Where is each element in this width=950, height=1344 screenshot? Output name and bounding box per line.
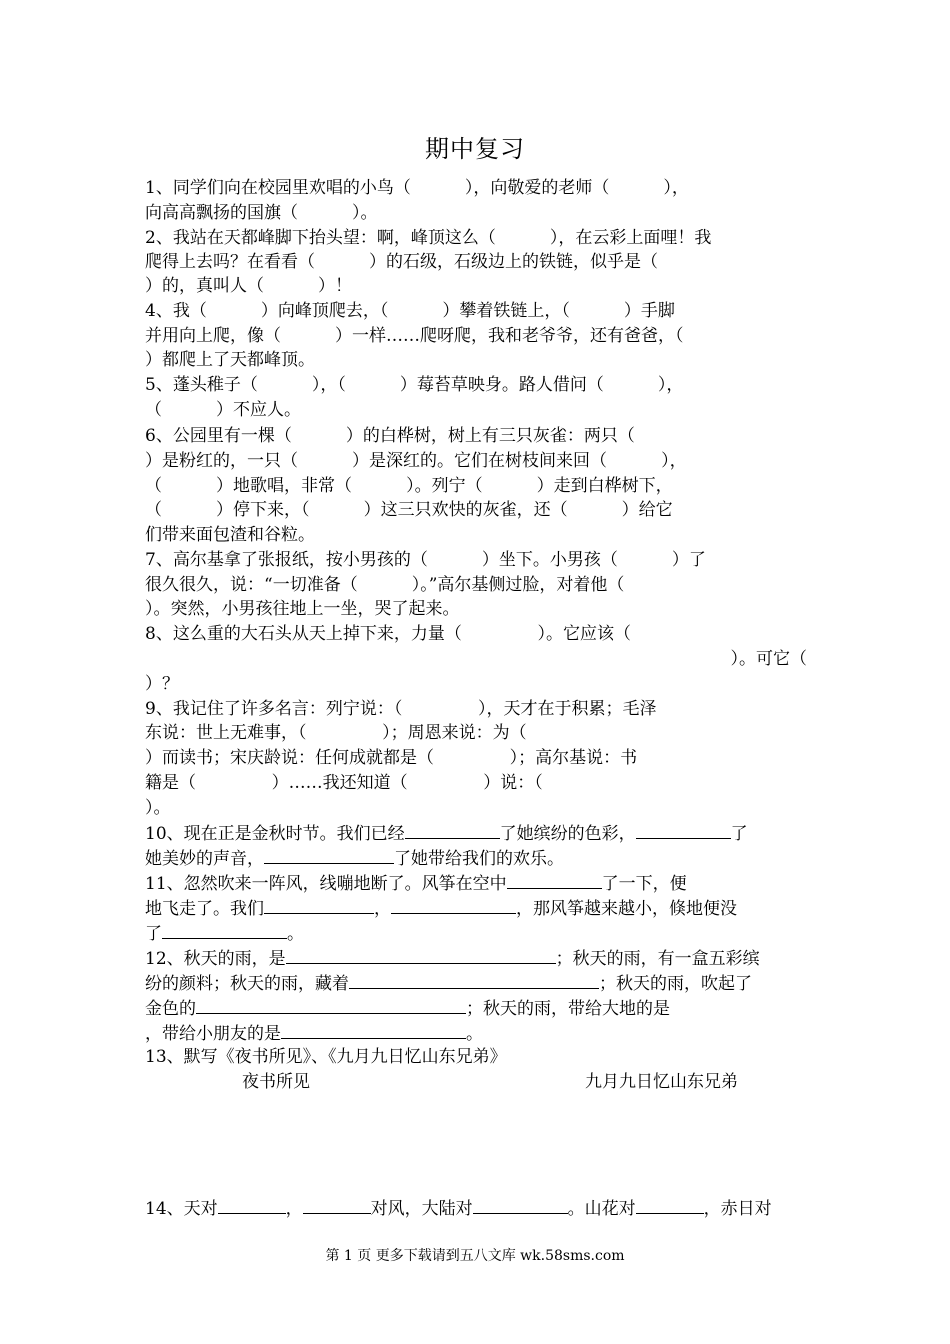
text-line: 1、同学们向在校园里欢唱的小鸟（ ），向敬爱的老师（ ），	[145, 178, 689, 198]
q12-text: ，带给小朋友的是	[145, 1024, 281, 1044]
answer-blank[interactable]	[264, 845, 394, 864]
text-line: ）是粉红的，一只（ ）是深红的。它们在树枝间来回（ ），	[145, 451, 687, 471]
poem-title-left: 夜书所见	[242, 1072, 310, 1092]
text-line: 2、我站在天都峰脚下抬头望：啊，峰顶这么（ ），在云彩上面哩！我	[145, 228, 712, 248]
answer-blank[interactable]	[303, 1195, 371, 1214]
answer-blank[interactable]	[636, 820, 731, 839]
text-line: ）。可它（	[730, 649, 807, 669]
q12-text: ；秋天的雨，有一盒五彩缤	[555, 949, 760, 969]
text-line: ）的，真叫人（ ）！	[145, 276, 353, 296]
answer-blank[interactable]	[281, 1020, 466, 1039]
question-12-line-3	[145, 995, 807, 1021]
answer-blank[interactable]	[507, 870, 602, 889]
q11-text: ，	[374, 899, 391, 919]
text-line: 4、我（ ）向峰顶爬去，（ ）攀着铁链上，（ ）手脚	[145, 301, 675, 321]
q14-text: 。山花对	[567, 1199, 636, 1219]
q12-text: ；秋天的雨，带给大地的是	[466, 999, 670, 1019]
q12-text: 。	[466, 1024, 483, 1044]
text-line: 们带来面包渣和谷粒。	[145, 525, 315, 545]
q10-text: 了她缤纷的色彩，	[499, 824, 636, 844]
question-11-line-1	[145, 870, 807, 896]
q14-text: ，赤日对	[703, 1199, 772, 1219]
answer-blank[interactable]	[391, 895, 516, 914]
text-line: ）而读书；宋庆龄说：任何成就都是（ ）；高尔基说：书	[145, 748, 638, 768]
text-line: ）。突然，小男孩往地上一坐，哭了起来。	[145, 599, 460, 619]
q12-text: 金色的	[145, 999, 196, 1019]
question-11-line-3	[145, 920, 807, 946]
answer-blank[interactable]	[473, 1195, 568, 1214]
question-13-prompt: 13、默写《夜书所见》、《九月九日忆山东兄弟》	[145, 1047, 507, 1067]
q12-text: 12、秋天的雨，是	[145, 949, 286, 969]
question-11-line-2	[145, 895, 807, 921]
q10-text: 10、现在正是金秋时节。我们已经	[145, 824, 405, 844]
q14-text: ，	[285, 1199, 303, 1219]
answer-blank[interactable]	[636, 1195, 704, 1214]
text-line: 并用向上爬，像（ ）一样……爬呀爬，我和老爷爷，还有爸爸，（	[145, 326, 684, 346]
text-line: 7、高尔基拿了张报纸，按小男孩的（ ）坐下。小男孩（ ）了	[145, 550, 706, 570]
question-12-line-4	[145, 1020, 807, 1046]
q12-text: ；秋天的雨，吹起了	[599, 974, 752, 994]
q11-text: 。	[287, 924, 304, 944]
q12-text: 纷的颜料；秋天的雨，藏着	[145, 974, 349, 994]
q11-text: 了一下，便	[601, 874, 687, 894]
text-line: ）？	[145, 674, 179, 694]
question-12-line-2	[145, 970, 807, 996]
text-line: 9、我记住了许多名言：列宁说：（ ），天才在于积累；毛泽	[145, 699, 657, 719]
answer-blank[interactable]	[162, 920, 287, 939]
text-line: ）都爬上了天都峰顶。	[145, 350, 315, 370]
text-line: 8、这么重的大石头从天上掉下来，力量（ ）。它应该（	[145, 624, 631, 644]
q14-text: 对风，大陆对	[370, 1199, 473, 1219]
text-line: （ ）不应人。	[145, 400, 302, 420]
q11-text: 了	[145, 924, 162, 944]
text-line: （ ）地歌唱，非常（ ）。列宁（ ）走到白桦树下，	[145, 476, 673, 496]
text-line: 6、公园里有一棵（ ）的白桦树，树上有三只灰雀：两只（	[145, 426, 635, 446]
poem-title-right: 九月九日忆山东兄弟	[585, 1072, 738, 1092]
page-title: 期中复习	[425, 135, 525, 163]
text-line: 很久很久，说：“一切准备（ ）。”高尔基侧过脸，对着他（	[145, 575, 625, 595]
answer-blank[interactable]	[218, 1195, 286, 1214]
text-line: 向高高飘扬的国旗（ ）。	[145, 203, 378, 223]
question-10-line-1	[145, 820, 807, 846]
q10-text: 了	[730, 824, 748, 844]
text-line: ）。	[145, 798, 171, 818]
question-10-line-2	[145, 845, 807, 871]
q10-text: 她美妙的声音，	[145, 849, 264, 869]
q14-text: 14、天对	[145, 1199, 218, 1219]
answer-blank[interactable]	[264, 895, 374, 914]
answer-blank[interactable]	[286, 945, 556, 964]
q10-text: 了她带给我们的欢乐。	[394, 849, 564, 869]
text-line: （ ）停下来，（ ）这三只欢快的灰雀，还（ ）给它	[145, 500, 673, 520]
page-footer: 第 1 页 更多下载请到五八文库 wk.58sms.com	[325, 1248, 625, 1264]
answer-blank[interactable]	[405, 820, 500, 839]
q11-text: 11、忽然吹来一阵风，线嘣地断了。风筝在空中	[145, 874, 507, 894]
question-14-line-1	[145, 1195, 807, 1221]
text-line: 5、蓬头稚子（ ），（ ）莓苔草映身。路人借问（ ），	[145, 375, 684, 395]
q11-text: 地飞走了。我们	[145, 899, 264, 919]
question-12-line-1	[145, 945, 807, 971]
text-line: 爬得上去吗？在看看（ ）的石级，石级边上的铁链，似乎是（	[145, 252, 659, 272]
text-line: 东说：世上无难事，（ ）；周恩来说：为（	[145, 723, 527, 743]
answer-blank[interactable]	[196, 995, 466, 1014]
text-line: 籍是（ ）……我还知道（ ）说：（	[145, 773, 543, 793]
answer-blank[interactable]	[349, 970, 599, 989]
q11-text: ，那风筝越来越小，倏地便没	[516, 899, 737, 919]
